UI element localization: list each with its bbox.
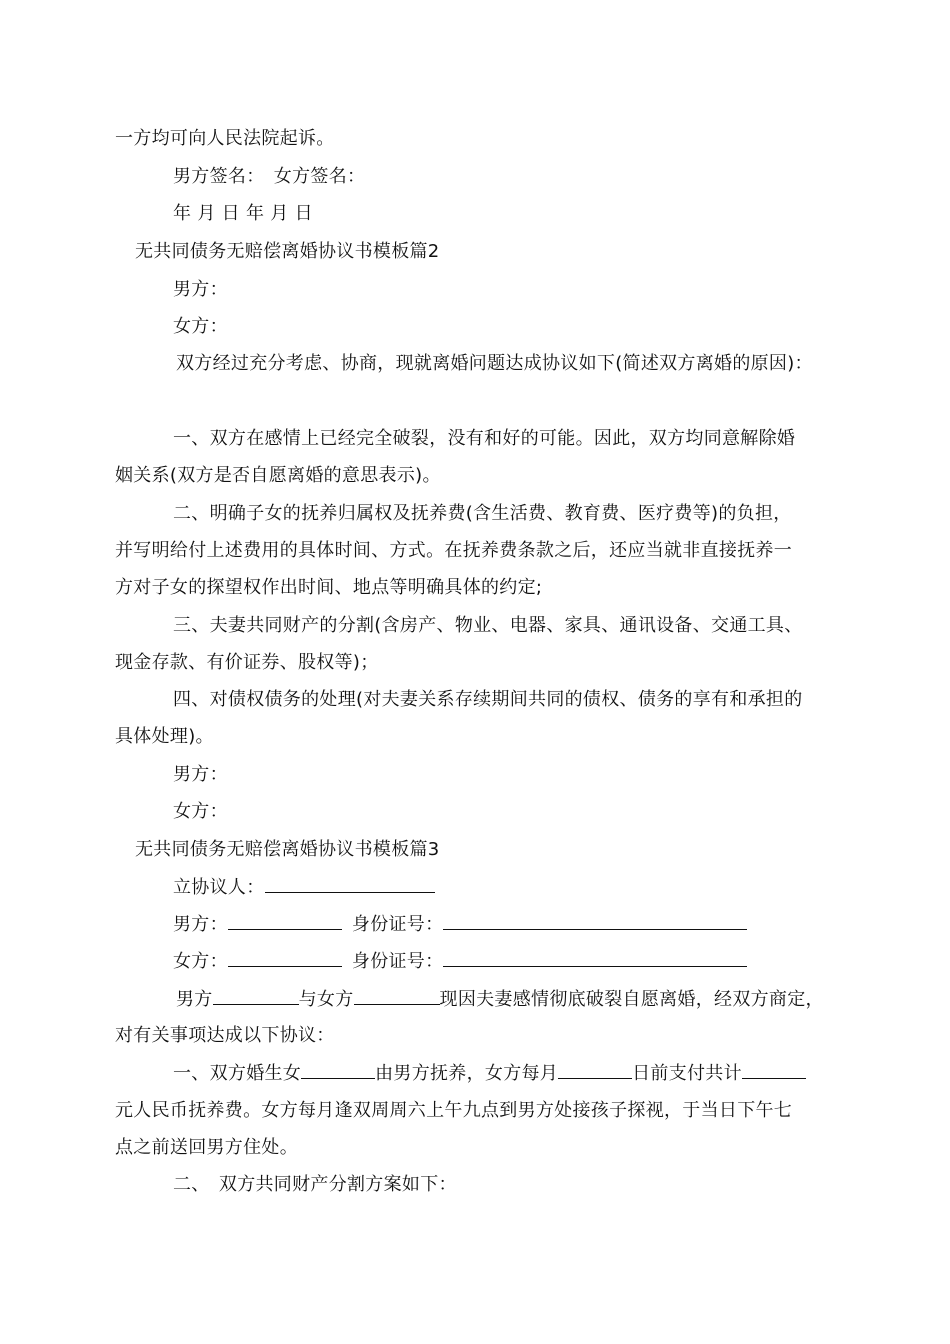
label: 由男方抚养，女方每月 bbox=[375, 1063, 559, 1084]
fill-blank bbox=[742, 1061, 806, 1079]
label: 女方： bbox=[173, 951, 228, 972]
text-line bbox=[173, 875, 435, 900]
fill-blank bbox=[213, 987, 299, 1005]
label: 日前支付共计 bbox=[632, 1063, 742, 1084]
text-line: 一方均可向人民法院起诉。 bbox=[115, 128, 335, 149]
fill-blank bbox=[443, 912, 747, 930]
label: 现因夫妻感情彻底破裂自愿离婚，经双方商定， bbox=[439, 989, 824, 1010]
label: 男方： bbox=[173, 914, 228, 935]
text-line: 二、明确子女的抚养归属权及抚养费(含生活费、教育费、医疗费等)的负担， bbox=[173, 503, 792, 524]
fill-blank bbox=[558, 1061, 632, 1079]
text-line: 具体处理)。 bbox=[115, 726, 214, 747]
text-line: 对有关事项达成以下协议： bbox=[115, 1025, 335, 1046]
fill-blank bbox=[354, 987, 440, 1005]
text-line: 男方： bbox=[173, 764, 228, 785]
text-line: 点之前送回男方住处。 bbox=[115, 1137, 298, 1158]
text-line: 一、双方在感情上已经完全破裂，没有和好的可能。因此，双方均同意解除婚 bbox=[173, 428, 796, 449]
text-line: 三、夫妻共同财产的分割(含房产、物业、电器、家具、通讯设备、交通工具、 bbox=[173, 615, 803, 636]
text-line: 女方： bbox=[173, 801, 228, 822]
fill-blank bbox=[301, 1061, 375, 1079]
text-line: 并写明给付上述费用的具体时间、方式。在抚养费条款之后，还应当就非直接抚养一 bbox=[115, 540, 793, 561]
text-line bbox=[173, 949, 747, 974]
text-line bbox=[176, 987, 824, 1012]
fill-blank bbox=[443, 949, 747, 967]
text-line bbox=[173, 1061, 806, 1086]
fill-blank bbox=[265, 875, 435, 893]
fill-blank bbox=[228, 912, 342, 930]
text-line bbox=[173, 912, 747, 937]
label: 身份证号： bbox=[351, 914, 444, 935]
text-line: 女方： bbox=[173, 316, 228, 337]
text-line: 四、对债权债务的处理(对夫妻关系存续期间共同的债权、债务的享有和承担的 bbox=[173, 689, 803, 710]
label: 身份证号： bbox=[351, 951, 444, 972]
text-line: 元人民币抚养费。女方每月逢双周周六上午九点到男方处接孩子探视，于当日下午七 bbox=[115, 1100, 793, 1121]
text-line: 双方经过充分考虑、协商，现就离婚问题达成协议如下(简述双方离婚的原因)： bbox=[176, 353, 813, 374]
text-line: 男方： bbox=[173, 279, 228, 300]
label: 立协议人： bbox=[173, 877, 265, 898]
label: 与女方 bbox=[298, 989, 354, 1010]
section-heading: 无共同债务无赔偿离婚协议书模板篇2 bbox=[135, 241, 440, 262]
label: 一、双方婚生女 bbox=[173, 1063, 302, 1084]
text-line: 方对子女的探望权作出时间、地点等明确具体的约定; bbox=[115, 577, 543, 598]
section-heading: 无共同债务无赔偿离婚协议书模板篇3 bbox=[135, 839, 440, 860]
date-line: 年 月 日 年 月 日 bbox=[173, 203, 313, 224]
signature-line: 男方签名： 女方签名： bbox=[173, 166, 366, 187]
text-line: 现金存款、有价证券、股权等)； bbox=[115, 652, 379, 673]
label: 男方 bbox=[176, 989, 213, 1010]
text-line: 姻关系(双方是否自愿离婚的意思表示)。 bbox=[115, 465, 441, 486]
text-line: 二、 双方共同财产分割方案如下： bbox=[173, 1174, 457, 1195]
fill-blank bbox=[228, 949, 342, 967]
